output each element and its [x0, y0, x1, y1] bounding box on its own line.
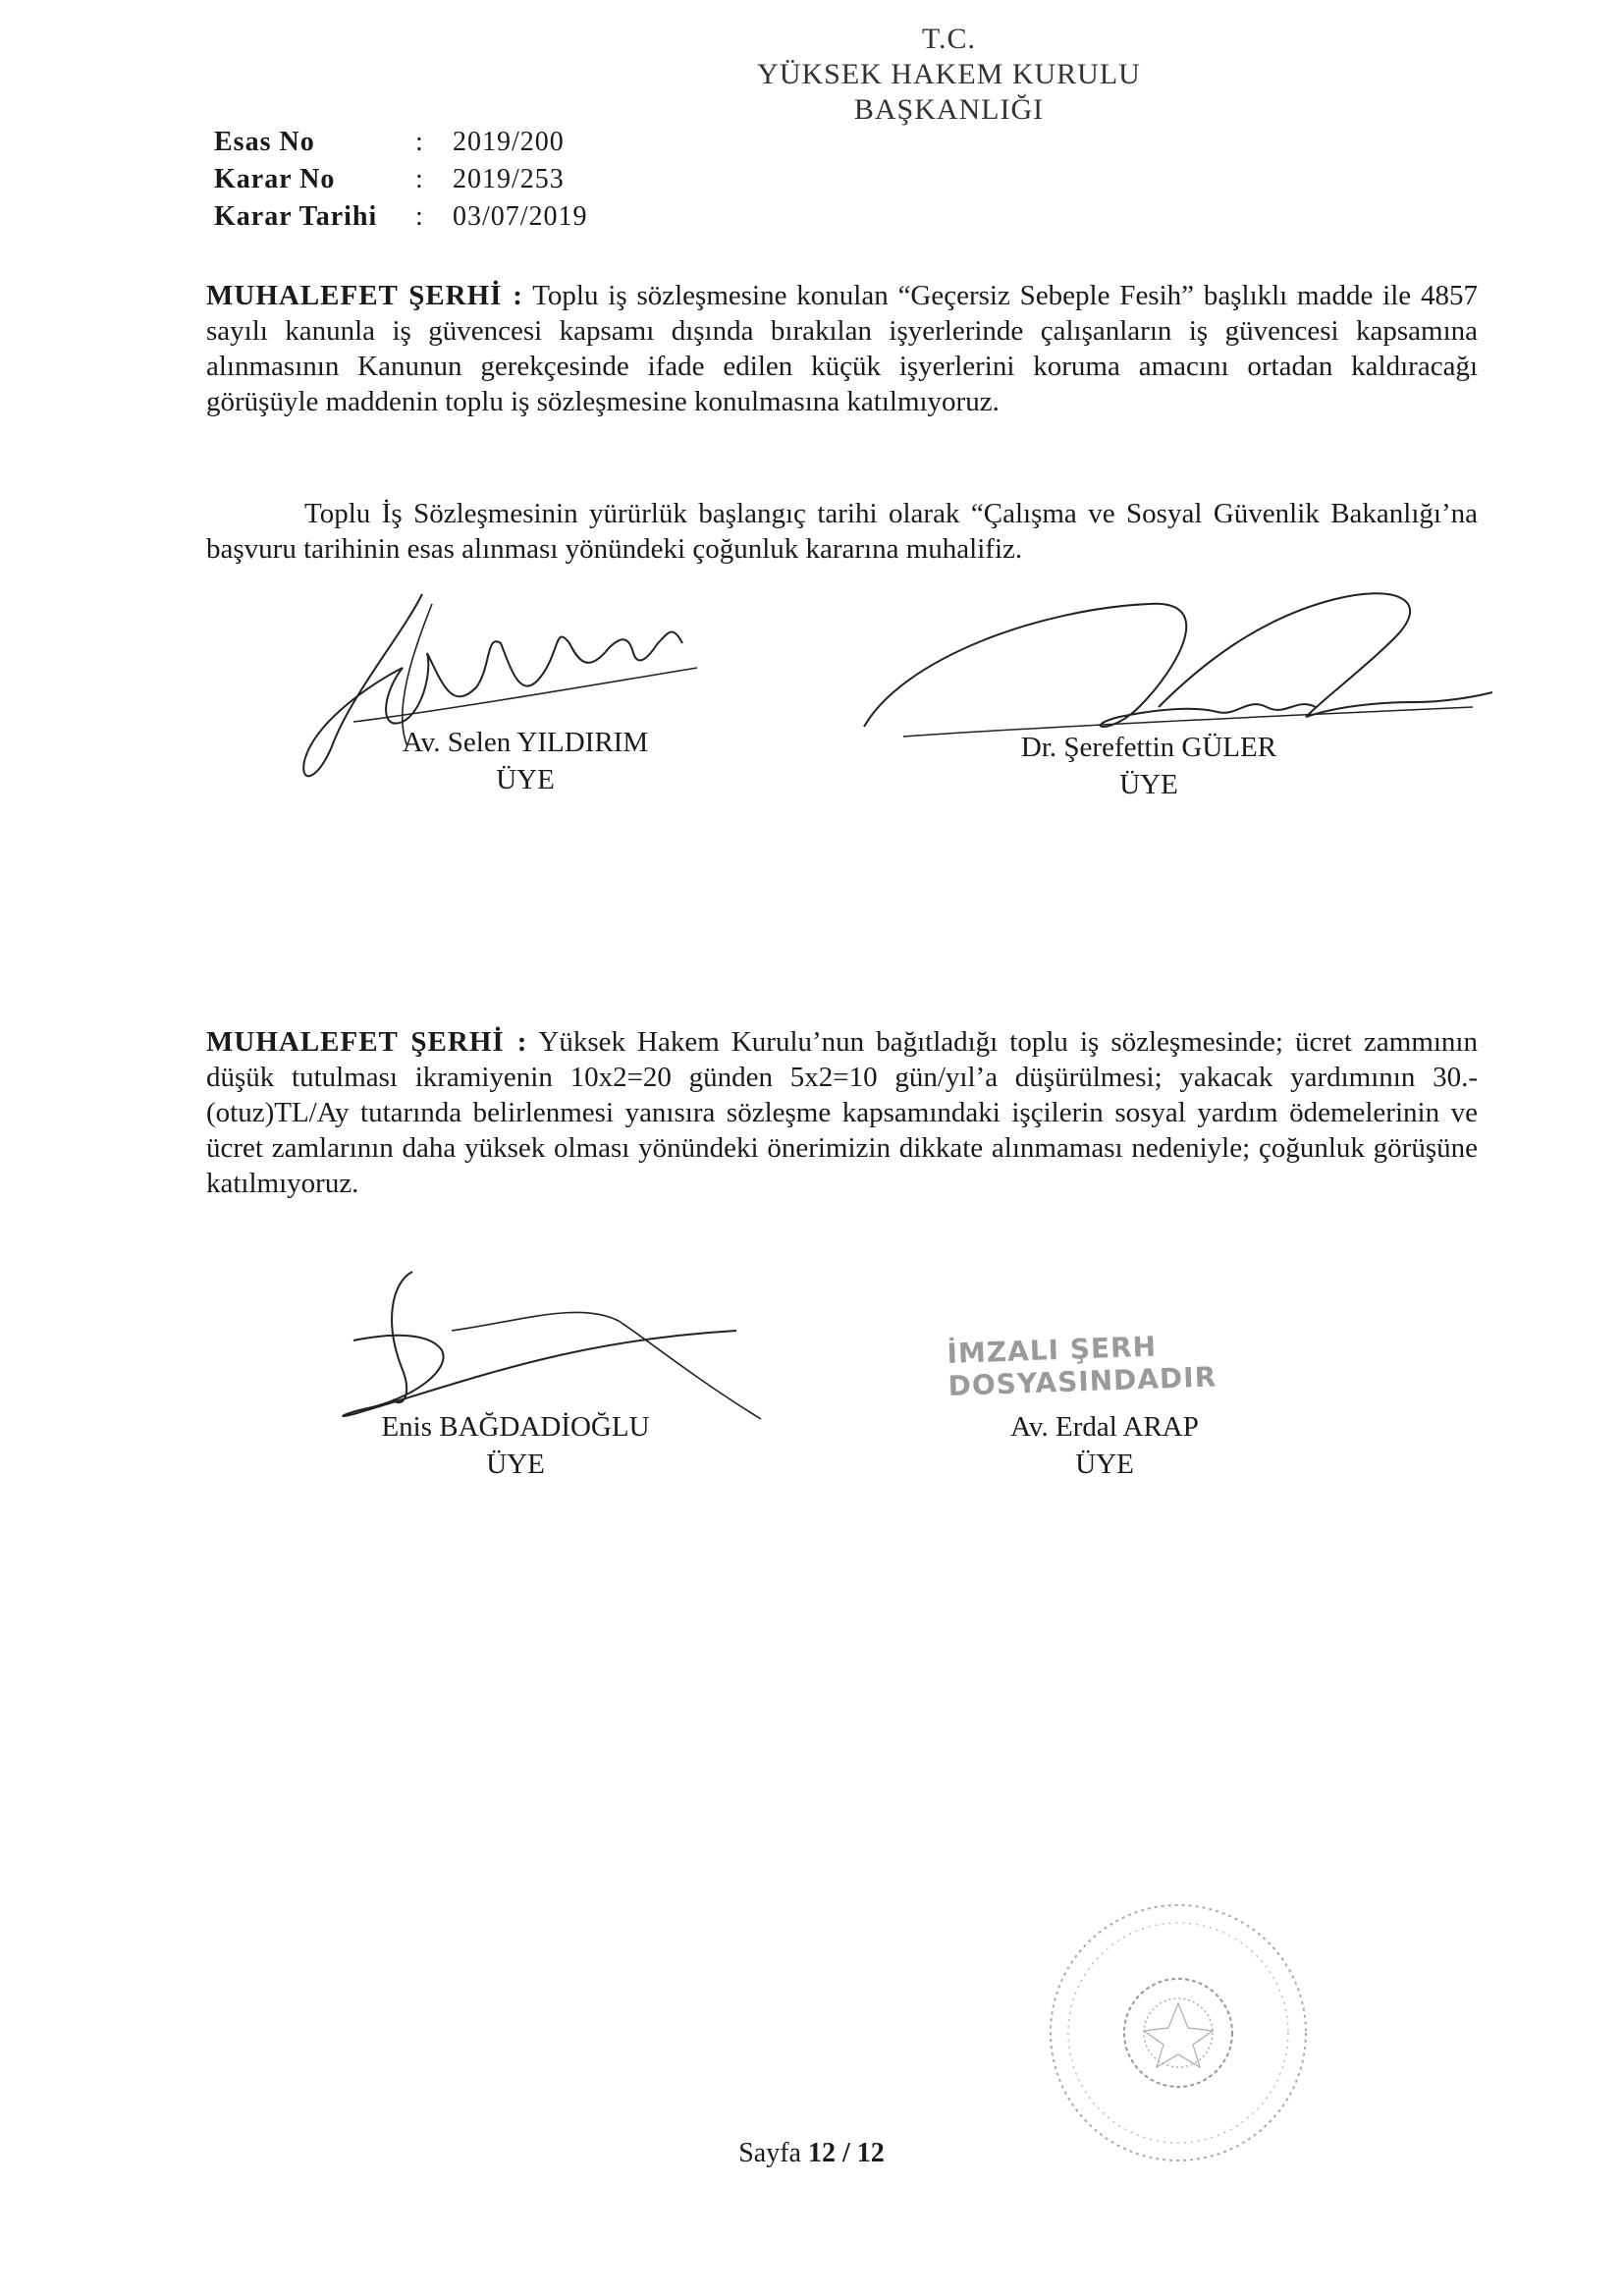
case-metadata [214, 124, 588, 236]
meta-row-tarih [214, 198, 588, 236]
page-count: 12 / 12 [807, 2138, 885, 2168]
signed-dissent-stamp: İMZALI ŞERH DOSYASINDADIR [946, 1330, 1217, 1402]
page-prefix: Sayfa [738, 2138, 808, 2168]
signatory-3 [309, 1408, 722, 1483]
page-number [0, 2138, 1623, 2169]
dissent-body: Toplu iş sözleşmesine konulan “Geçersiz Sebeple Fesih” başlıklı madde ile 4857 sayılı kanunla iş güvencesi kapsamı dışında bırakılan işyerlerinde çalışanların iş güvencesi kapsamına alınmasının Kanunun gerekçesinde ifade edilen küçük işyerlerini koruma amacını ortadan kaldıracağı görüşüyle maddenin toplu iş sözleşmesine konulmasına katılmıyoruz. [206, 280, 1478, 417]
signatory-name: Dr. Şerefettin GÜLER [1020, 732, 1277, 763]
signatory-role: ÜYE [496, 764, 555, 795]
dissent-paragraph-3 [206, 1024, 1478, 1201]
meta-value: 2019/253 [453, 164, 565, 194]
signature-bagdadioglu [324, 1262, 776, 1429]
signatory-name: Av. Erdal ARAP [1010, 1411, 1199, 1443]
signatory-2 [943, 729, 1355, 803]
signatory-name: Enis BAĞDADİOĞLU [381, 1411, 650, 1443]
meta-separator: : [415, 127, 423, 157]
signatory-4 [898, 1408, 1311, 1483]
meta-label: Karar No [214, 164, 336, 194]
dissent-body-2: Toplu İş Sözleşmesinin yürürlük başlangıç tarihi olarak “Çalışma ve Sosyal Güvenlik Bakanlığı’na başvuru tarihinin esas alınması yönündeki çoğunluk kararına muhalifiz. [206, 498, 1478, 565]
document-header [0, 22, 1623, 128]
meta-value: 03/07/2019 [453, 201, 588, 232]
meta-label: Karar Tarihi [214, 201, 378, 232]
dissent-body: Yüksek Hakem Kurulu’nun bağıtladığı toplu iş sözleşmesinde; ücret zammının düşük tutulması ikramiyenin 10x2=20 günden 5x2=10 gün/yıl’a düşürülmesi; yakacak yardımının 30.-(otuz)TL/Ay tutarında belirlenmesi yanısıra sözleşme kapsamındaki işçilerin sosyal yardım ödemelerinin ve ücret zamlarının daha yüksek olması yönündeki önerimizin dikkate alınmaması nedeniyle; çoğunluk görüşüne katılmıyoruz. [206, 1026, 1478, 1199]
dissent-paragraph-1 [206, 278, 1478, 419]
header-line-institution: YÜKSEK HAKEM KURULU [757, 58, 1141, 90]
signatory-1 [319, 724, 731, 798]
signatory-role: ÜYE [1119, 769, 1178, 800]
meta-label: Esas No [214, 127, 315, 157]
header-line-tc: T.C. [921, 23, 977, 55]
signatory-role: ÜYE [1075, 1449, 1134, 1480]
meta-separator: : [415, 201, 423, 232]
meta-row-esas [214, 124, 588, 161]
dissent-paragraph-2 [206, 496, 1478, 567]
dissent-heading: MUHALEFET ŞERHİ : [206, 280, 523, 311]
signatory-name: Av. Selen YILDIRIM [402, 727, 649, 758]
meta-value: 2019/200 [453, 127, 565, 157]
dissent-heading: MUHALEFET ŞERHİ : [206, 1026, 528, 1058]
signatory-role: ÜYE [486, 1449, 545, 1480]
header-line-office: BAŞKANLIĞI [853, 93, 1045, 126]
meta-separator: : [415, 164, 423, 194]
meta-row-karar [214, 161, 588, 198]
